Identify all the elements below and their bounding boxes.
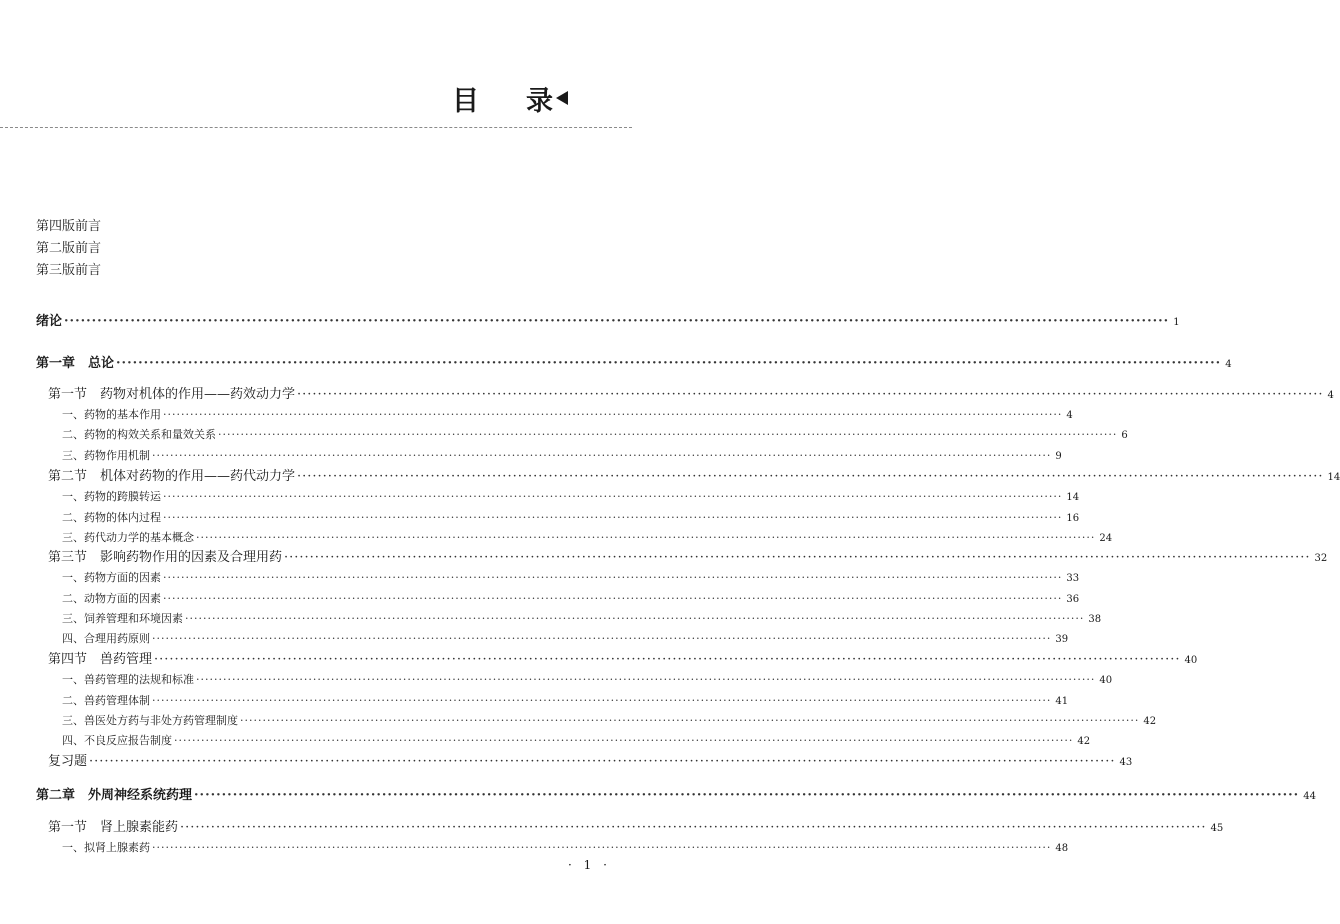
toc-leader-dots: ········································································································································································································ xyxy=(152,694,1052,707)
toc-entry-page: 33 xyxy=(1066,573,1080,584)
preface-item: 第三版前言 xyxy=(36,263,102,278)
toc-subsection-entry xyxy=(62,568,1080,588)
toc-leader-dots: ········································································································································································································ xyxy=(89,754,1116,769)
toc-entry-page: 4 xyxy=(1066,410,1073,421)
toc-section-entry xyxy=(48,385,1334,405)
toc-entry-page: 39 xyxy=(1055,634,1069,645)
toc-chapter-entry xyxy=(36,312,1180,332)
toc-subsection-entry xyxy=(62,691,1069,711)
toc-entry-page: 42 xyxy=(1077,736,1091,747)
toc-entry-title: 第四节 兽药管理 xyxy=(48,652,153,667)
toc-leader-dots: ········································································································································································································ xyxy=(196,531,1096,544)
toc-subsection-entry xyxy=(62,670,1113,690)
preface-item: 第二版前言 xyxy=(36,241,102,256)
toc-entry-title: 二、兽药管理体制 xyxy=(62,694,150,707)
toc-leader-dots: ········································································································································································································ xyxy=(284,550,1311,565)
toc-entry-title: 绪论 xyxy=(36,314,63,329)
toc-leader-dots: ········································································································································································································ xyxy=(163,511,1063,524)
toc-entry-title: 四、不良反应报告制度 xyxy=(62,734,172,747)
toc-leader-dots: ········································································································································································································ xyxy=(152,632,1052,645)
toc-entry-title: 三、饲养管理和环境因素 xyxy=(62,612,183,625)
toc-entry-page: 40 xyxy=(1099,675,1113,686)
toc-subsection-entry xyxy=(62,711,1157,731)
toc-entry-title: 第一章 总论 xyxy=(36,356,115,371)
preface-item: 第四版前言 xyxy=(36,219,102,234)
toc-entry-page: 14 xyxy=(1327,472,1340,483)
toc-entry-title: 四、合理用药原则 xyxy=(62,632,150,645)
toc-entry-page: 6 xyxy=(1121,430,1128,441)
toc-entry-page: 9 xyxy=(1055,451,1062,462)
toc-chapter-entry xyxy=(36,354,1232,374)
toc-leader-dots: ········································································································································································································ xyxy=(194,788,1300,803)
toc-entry-page: 1 xyxy=(1173,317,1180,328)
toc-leader-dots: ········································································································································································································ xyxy=(185,612,1085,625)
heading-char-lu: 录 xyxy=(526,85,553,117)
toc-entry-title: 第二节 机体对药物的作用——药代动力学 xyxy=(48,469,296,484)
toc-entry-title: 第二章 外周神经系统药理 xyxy=(36,788,193,803)
heading-char-mu: 目 xyxy=(452,85,479,117)
page-number: · 1 · xyxy=(568,858,611,872)
toc-entry-title: 一、药物方面的因素 xyxy=(62,571,161,584)
toc-subsection-entry xyxy=(62,838,1069,858)
toc-entry-title: 三、药物作用机制 xyxy=(62,449,150,462)
toc-leader-dots: ········································································································································································································ xyxy=(152,841,1052,854)
toc-entry-page: 32 xyxy=(1314,553,1328,564)
toc-entry-title: 三、兽医处方药与非处方药管理制度 xyxy=(62,714,238,727)
toc-subsection-entry xyxy=(62,528,1113,548)
toc-entry-title: 第三节 影响药物作用的因素及合理用药 xyxy=(48,550,283,565)
toc-leader-dots: ········································································································································································································ xyxy=(297,387,1324,402)
toc-subsection-entry xyxy=(62,629,1069,649)
toc-leader-dots: ········································································································································································································ xyxy=(297,469,1324,484)
toc-entry-title: 一、药物的跨膜转运 xyxy=(62,490,161,503)
toc-subsection-entry xyxy=(62,589,1080,609)
toc-entry-title: 一、药物的基本作用 xyxy=(62,408,161,421)
toc-subsection-entry xyxy=(62,609,1102,629)
toc-entry-title: 一、兽药管理的法规和标准 xyxy=(62,673,194,686)
toc-entry-page: 14 xyxy=(1066,492,1080,503)
preface-list xyxy=(36,216,101,282)
toc-section-entry xyxy=(48,548,1328,568)
toc-subsection-entry xyxy=(62,405,1073,425)
toc-entry-page: 44 xyxy=(1303,791,1316,802)
toc-leader-dots: ········································································································································································································ xyxy=(218,428,1118,441)
toc-subsection-entry xyxy=(62,731,1091,751)
toc-entry-page: 43 xyxy=(1119,757,1133,768)
toc-section-entry xyxy=(48,752,1133,772)
toc-entry-page: 40 xyxy=(1184,655,1198,666)
toc-entry-page: 4 xyxy=(1225,359,1232,370)
toc-leader-dots: ········································································································································································································ xyxy=(163,571,1063,584)
toc-subsection-entry xyxy=(62,487,1080,507)
toc-entry-title: 二、药物的构效关系和量效关系 xyxy=(62,428,216,441)
toc-entry-title: 复习题 xyxy=(48,754,88,769)
toc-entry-page: 36 xyxy=(1066,594,1080,605)
toc-leader-dots: ········································································································································································································ xyxy=(240,714,1140,727)
toc-entry-page: 42 xyxy=(1143,716,1157,727)
toc-leader-dots: ········································································································································································································ xyxy=(180,820,1207,835)
toc-entry-title: 一、拟肾上腺素药 xyxy=(62,841,150,854)
toc-subsection-entry xyxy=(62,446,1062,466)
toc-chapter-entry xyxy=(36,786,1316,806)
left-triangle-icon xyxy=(556,91,568,105)
toc-entry-title: 二、动物方面的因素 xyxy=(62,592,161,605)
toc-subsection-entry xyxy=(62,425,1128,445)
toc-leader-dots: ········································································································································································································ xyxy=(174,734,1074,747)
toc-leader-dots: ········································································································································································································ xyxy=(163,408,1063,421)
toc-entry-page: 45 xyxy=(1210,823,1224,834)
header-divider xyxy=(0,127,632,128)
toc-leader-dots: ········································································································································································································ xyxy=(116,356,1222,371)
toc-entry-page: 38 xyxy=(1088,614,1102,625)
toc-entry-page: 41 xyxy=(1055,696,1069,707)
toc-leader-dots: ········································································································································································································ xyxy=(196,673,1096,686)
toc-leader-dots: ········································································································································································································ xyxy=(64,314,1170,329)
toc-leader-dots: ········································································································································································································ xyxy=(154,652,1181,667)
toc-entry-page: 4 xyxy=(1327,390,1334,401)
toc-entry-title: 第一节 药物对机体的作用——药效动力学 xyxy=(48,387,296,402)
toc-section-entry xyxy=(48,650,1198,670)
toc-entry-page: 24 xyxy=(1099,533,1113,544)
toc-leader-dots: ········································································································································································································ xyxy=(152,449,1052,462)
toc-entry-page: 48 xyxy=(1055,843,1069,854)
toc-entry-title: 二、药物的体内过程 xyxy=(62,511,161,524)
page-heading xyxy=(448,80,624,116)
toc-subsection-entry xyxy=(62,508,1080,528)
toc-section-entry xyxy=(48,818,1224,838)
toc-entry-page: 16 xyxy=(1066,513,1080,524)
toc-leader-dots: ········································································································································································································ xyxy=(163,592,1063,605)
toc-section-entry xyxy=(48,467,1340,487)
toc-entry-title: 第一节 肾上腺素能药 xyxy=(48,820,179,835)
toc-entry-title: 三、药代动力学的基本概念 xyxy=(62,531,194,544)
toc-leader-dots: ········································································································································································································ xyxy=(163,490,1063,503)
